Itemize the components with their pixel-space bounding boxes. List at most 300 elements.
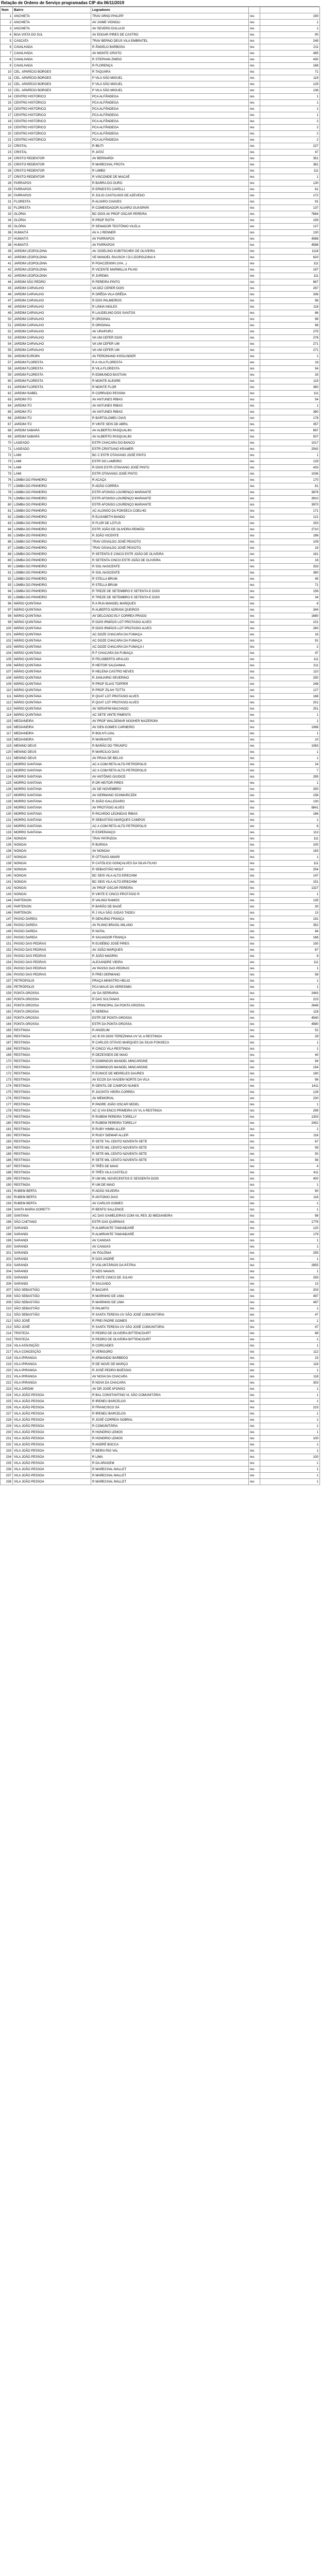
street-number-cell: 159 <box>260 217 320 224</box>
table-row <box>1 273 320 279</box>
bairro-cell: LOMBA DO PINHEIRO <box>13 527 91 533</box>
logradouro-cell: AV DELCIADO ELY CORREA PRADO <box>91 613 249 619</box>
table-row <box>1 731 320 737</box>
street-number-cell: 100 <box>260 1454 320 1460</box>
street-number-cell: 1 <box>260 1306 320 1312</box>
bairro-cell: CENTRO HISTÓRICO <box>13 131 91 137</box>
bairro-cell: PASSO DAS PEDRAS <box>13 953 91 959</box>
row-number-cell: 38 <box>1 242 13 248</box>
street-number-cell: 1776 <box>260 1219 320 1225</box>
table-row <box>1 582 320 588</box>
bairro-cell: JARDIM LEOPOLDINA <box>13 248 91 255</box>
row-number-cell: 26 <box>1 168 13 174</box>
table-row <box>1 650 320 656</box>
type-cell: res <box>249 1380 260 1386</box>
type-cell: res <box>249 292 260 298</box>
type-cell: res <box>249 1201 260 1207</box>
table-row <box>1 1269 320 1275</box>
bairro-cell: JARDIM FLORESTA <box>13 360 91 366</box>
street-number-cell: 90 <box>260 1188 320 1194</box>
type-cell: res <box>249 255 260 261</box>
bairro-cell: JARDIM LEOPOLDINA <box>13 261 91 267</box>
street-number-cell: 190 <box>260 13 320 20</box>
type-cell: res <box>249 236 260 242</box>
logradouro-cell: PCA ALFÂNDEGA <box>91 112 249 119</box>
street-number-cell: 59 <box>260 1145 320 1151</box>
table-row <box>1 193 320 199</box>
street-number-cell: 1 <box>260 1269 320 1275</box>
row-number-cell: 37 <box>1 236 13 242</box>
type-cell: res <box>249 13 260 20</box>
type-cell: res <box>249 1238 260 1244</box>
street-number-cell: 276 <box>260 335 320 341</box>
table-row <box>1 1102 320 1108</box>
bairro-cell: HUMAITÁ <box>13 236 91 242</box>
logradouro-cell: R DOIS IRMÃOS LOT PROTASIO ALVES <box>91 619 249 626</box>
row-number-cell: 90 <box>1 564 13 570</box>
type-cell: res <box>249 1417 260 1423</box>
table-row <box>1 1343 320 1349</box>
table-row <box>1 1411 320 1417</box>
type-cell: res <box>249 323 260 329</box>
logradouro-cell: R DOIS IRMÃOS LOT PROTASIO ALVES <box>91 626 249 632</box>
table-row <box>1 304 320 310</box>
type-cell: res <box>249 199 260 205</box>
bairro-cell: PONTA GROSSA <box>13 1021 91 1028</box>
type-cell: res <box>249 1337 260 1343</box>
type-cell: res <box>249 1467 260 1473</box>
street-number-cell: 88 <box>260 1331 320 1337</box>
row-number-cell: 71 <box>1 446 13 452</box>
row-number-cell: 232 <box>1 1442 13 1448</box>
table-row <box>1 496 320 502</box>
table-row <box>1 990 320 997</box>
street-number-cell: 10 <box>260 737 320 743</box>
street-number-cell: 4588 <box>260 242 320 248</box>
street-number-cell: 251 <box>260 706 320 712</box>
row-number-cell: 115 <box>1 718 13 725</box>
street-number-cell: 136 <box>260 88 320 94</box>
table-row <box>1 1380 320 1386</box>
logradouro-cell: AC Q VIA ENCO PRIMEIRA UV VL A RESTINGA <box>91 1108 249 1114</box>
street-number-cell: 1 <box>260 1046 320 1052</box>
type-cell: res <box>249 434 260 440</box>
bairro-cell: LAMI <box>13 471 91 477</box>
bairro-cell: VILA JOÃO PESSOA <box>13 1460 91 1467</box>
type-cell: res <box>249 217 260 224</box>
row-number-cell: 139 <box>1 867 13 873</box>
table-row <box>1 891 320 898</box>
table-row <box>1 768 320 774</box>
table-row <box>1 762 320 768</box>
table-row <box>1 854 320 861</box>
street-number-cell: 1 <box>260 1429 320 1436</box>
row-number-cell: 85 <box>1 533 13 539</box>
bairro-cell: JARDIM CARVALHO <box>13 298 91 304</box>
row-number-cell: 209 <box>1 1300 13 1306</box>
bairro-cell: CAVALHADA <box>13 50 91 57</box>
type-cell: res <box>249 595 260 601</box>
row-number-cell: 57 <box>1 360 13 366</box>
logradouro-cell: R TAQUARA <box>91 69 249 75</box>
table-row <box>1 520 320 527</box>
type-cell: res <box>249 527 260 533</box>
type-cell: res <box>249 242 260 248</box>
logradouro-cell: R SETENTA E CINCO ESTR JOÃO DE OLIVEIRA <box>91 551 249 558</box>
row-number-cell: 192 <box>1 1194 13 1201</box>
row-number-cell: 198 <box>1 1232 13 1238</box>
table-row <box>1 564 320 570</box>
logradouro-cell: AV PRINCIPAL DA PONTA GROSSA <box>91 1003 249 1009</box>
bairro-cell: SARANDI <box>13 1244 91 1250</box>
bairro-cell: RESTINGA <box>13 1058 91 1065</box>
street-number-cell: 2452 <box>260 1120 320 1126</box>
type-cell: res <box>249 570 260 576</box>
row-number-cell: 202 <box>1 1256 13 1262</box>
street-number-cell: 13 <box>260 910 320 916</box>
row-number-cell: 12 <box>1 81 13 88</box>
table-row <box>1 94 320 100</box>
row-number-cell: 196 <box>1 1219 13 1225</box>
type-cell: res <box>249 1324 260 1331</box>
street-number-cell: 52 <box>260 1028 320 1034</box>
row-number-cell: 197 <box>1 1225 13 1232</box>
logradouro-cell: R UM MIL NOVECENTOS E SESSENTA DOIS <box>91 1176 249 1182</box>
logradouro-cell: AV PROTÁSIO ALVES <box>91 805 249 811</box>
logradouro-cell: AV PRAIA DE BELAS <box>91 755 249 762</box>
bairro-cell: JARDIM FLORESTA <box>13 372 91 378</box>
table-row <box>1 502 320 508</box>
row-number-cell: 75 <box>1 471 13 477</box>
logradouro-cell: R A VILA FLORESTA <box>91 360 249 366</box>
logradouro-cell: R VINTE SEIS DE ABRIL <box>91 422 249 428</box>
table-row <box>1 131 320 137</box>
type-cell: res <box>249 1170 260 1176</box>
type-cell: res <box>249 32 260 38</box>
bairro-cell: RESTINGA <box>13 1157 91 1164</box>
type-cell: res <box>249 1374 260 1380</box>
table-row <box>1 1232 320 1238</box>
street-number-cell: 223 <box>260 1405 320 1411</box>
type-cell: res <box>249 910 260 916</box>
table-row <box>1 1250 320 1256</box>
type-cell: res <box>249 477 260 483</box>
logradouro-cell: R A RUA MANOEL MARQUES <box>91 601 249 607</box>
bairro-cell: ANCHIETA <box>13 26 91 32</box>
type-cell: res <box>249 75 260 81</box>
logradouro-cell: R RUBEM PEREIRA TORELLY <box>91 1120 249 1126</box>
street-number-cell: 1 <box>260 1399 320 1405</box>
bairro-cell: JARDIM CARVALHO <box>13 310 91 316</box>
street-number-cell: 2542 <box>260 446 320 452</box>
type-cell: res <box>249 749 260 755</box>
logradouro-cell: R DOS ANDRÉ <box>91 1256 249 1262</box>
logradouro-cell: AC A COM RETA ALTO PETRÓPOLIS <box>91 762 249 768</box>
logradouro-cell: TRAV OSVALDO JOSÉ PEIXOTO <box>91 545 249 551</box>
street-number-cell: 1 <box>260 403 320 409</box>
type-cell: res <box>249 836 260 842</box>
bairro-cell: MÁRIO QUINTANA <box>13 613 91 619</box>
bairro-cell: PASSO DAREIA <box>13 922 91 929</box>
bairro-cell: MÁRIO QUINTANA <box>13 607 91 613</box>
logradouro-cell: AC A COM RETA ALTO PETRÓPOLIS <box>91 823 249 830</box>
row-number-cell: 133 <box>1 830 13 836</box>
type-cell: res <box>249 1182 260 1188</box>
bairro-cell: LOMBA DO PINHEIRO <box>13 551 91 558</box>
type-cell: res <box>249 650 260 656</box>
street-number-cell: 197 <box>260 267 320 273</box>
row-number-cell: 101 <box>1 632 13 638</box>
table-row <box>1 1374 320 1380</box>
logradouro-cell: R VINTE CINCO DE JULHO <box>91 1275 249 1281</box>
row-number-cell: 36 <box>1 230 13 236</box>
table-row <box>1 514 320 520</box>
bairro-cell: VILA IPIRANGA <box>13 1355 91 1361</box>
table-row <box>1 805 320 811</box>
row-number-cell: 148 <box>1 922 13 929</box>
logradouro-cell: R BEIRA RIO VAL <box>91 1448 249 1454</box>
bairro-cell: VILA IPIRANGA <box>13 1374 91 1380</box>
row-number-cell: 187 <box>1 1164 13 1170</box>
logradouro-cell: AC DAS GAMELEIRAS COM VIL RES JD MEDIANEIRA <box>91 1213 249 1219</box>
bairro-cell: PASSO DAS PEDRAS <box>13 966 91 972</box>
type-cell: res <box>249 848 260 854</box>
logradouro-cell: R SETENTA CINCO ESTR JOÃO DE OLIVEIRA <box>91 558 249 564</box>
service-order-table <box>0 7 320 1485</box>
street-number-cell: 18 <box>260 360 320 366</box>
street-number-cell: 178 <box>260 415 320 422</box>
street-number-cell: 24 <box>260 762 320 768</box>
table-row <box>1 310 320 316</box>
bairro-cell: PARTENON <box>13 898 91 904</box>
street-number-cell: 71 <box>260 69 320 75</box>
row-number-cell: 41 <box>1 261 13 267</box>
street-number-cell: 2 <box>260 644 320 650</box>
table-row <box>1 1120 320 1126</box>
street-number-cell: 3876 <box>260 490 320 496</box>
row-number-cell: 63 <box>1 397 13 403</box>
table-row <box>1 471 320 477</box>
table-row <box>1 1386 320 1392</box>
header-row <box>1 7 320 13</box>
type-cell: res <box>249 619 260 626</box>
bairro-cell: CEL. APARÍCIO BORGES <box>13 88 91 94</box>
street-number-cell: 1 <box>260 1460 320 1467</box>
table-row <box>1 1151 320 1157</box>
logradouro-cell: R FRANCISCO SÁ <box>91 1405 249 1411</box>
street-number-cell: 1 <box>260 1256 320 1262</box>
bairro-cell: PASSO DAS PEDRAS <box>13 947 91 953</box>
type-cell: res <box>249 873 260 879</box>
table-row <box>1 1293 320 1300</box>
logradouro-cell: AV GEN GOMES CARNEIRO <box>91 725 249 731</box>
logradouro-cell: ESTR DAS QUIRINAS <box>91 1219 249 1225</box>
bairro-cell: CENTRO HISTÓRICO <box>13 137 91 143</box>
table-row <box>1 1133 320 1139</box>
bairro-cell: JARDIM ITÚ <box>13 422 91 428</box>
logradouro-cell: R ORIGINAL <box>91 323 249 329</box>
street-number-cell: 101 <box>260 619 320 626</box>
logradouro-cell: AV PROF OSCAR PEREIRA <box>91 885 249 891</box>
type-cell: res <box>249 1194 260 1201</box>
row-number-cell: 182 <box>1 1133 13 1139</box>
logradouro-cell: ESTR DA PONTA GROSSA <box>91 1021 249 1028</box>
row-number-cell: 136 <box>1 848 13 854</box>
row-number-cell: 100 <box>1 626 13 632</box>
type-cell: res <box>249 725 260 731</box>
street-number-cell: 667 <box>260 279 320 285</box>
bairro-cell: PASSO DAREIA <box>13 916 91 922</box>
row-number-cell: 8 <box>1 57 13 63</box>
row-number-cell: 180 <box>1 1120 13 1126</box>
type-cell: res <box>249 1442 260 1448</box>
street-number-cell: 293 <box>260 1275 320 1281</box>
logradouro-cell: R CATÓLICO GONÇALVES DA SILVA FILHO <box>91 861 249 867</box>
row-number-cell: 176 <box>1 1096 13 1102</box>
logradouro-cell: R JOSÉ CORREIA SOBRAL <box>91 1417 249 1423</box>
street-number-cell: 352 <box>260 922 320 929</box>
row-number-cell: 137 <box>1 854 13 861</box>
table-row <box>1 1083 320 1089</box>
street-number-cell: 1 <box>260 891 320 898</box>
row-number-cell: 18 <box>1 119 13 125</box>
row-number-cell: 155 <box>1 966 13 972</box>
bairro-cell: NONOAI <box>13 842 91 848</box>
logradouro-cell: AV CANOAS <box>91 1244 249 1250</box>
type-cell: res <box>249 1102 260 1108</box>
table-row <box>1 898 320 904</box>
bairro-cell: NONOAI <box>13 848 91 854</box>
bairro-cell: MÁRIO QUINTANA <box>13 632 91 638</box>
row-number-cell: 153 <box>1 953 13 959</box>
row-number-cell: 30 <box>1 193 13 199</box>
row-number-cell: 221 <box>1 1374 13 1380</box>
type-cell: res <box>249 1244 260 1250</box>
type-cell: res <box>249 687 260 694</box>
logradouro-cell: R NOVA DA CHACARA <box>91 1380 249 1386</box>
logradouro-cell: R RUBEM PEREIRA TORELLY <box>91 1114 249 1120</box>
bairro-cell: MORRO SANTANA <box>13 805 91 811</box>
row-number-cell: 145 <box>1 904 13 910</box>
type-cell: res <box>249 1065 260 1071</box>
logradouro-cell: AV FARRAPOS <box>91 242 249 248</box>
table-row <box>1 69 320 75</box>
row-number-cell: 233 <box>1 1448 13 1454</box>
bairro-cell: MÁRIO QUINTANA <box>13 675 91 681</box>
table-row <box>1 1436 320 1442</box>
bairro-cell: LAGEADO <box>13 446 91 452</box>
bairro-cell: MÁRIO QUINTANA <box>13 687 91 694</box>
logradouro-cell: R ACAÇA <box>91 477 249 483</box>
logradouro-cell: R JANUARIO SEVERINO <box>91 675 249 681</box>
table-row <box>1 1368 320 1374</box>
type-cell: res <box>249 793 260 799</box>
type-cell: res <box>249 663 260 669</box>
street-number-cell: 7684 <box>260 211 320 217</box>
bairro-cell: JARDIM CARVALHO <box>13 335 91 341</box>
logradouro-cell: R BAL CONSTANTINO VL SÃO COMUNITÁRIA <box>91 1392 249 1399</box>
logradouro-cell: R MARIANTE <box>91 737 249 743</box>
street-number-cell: 147 <box>260 873 320 879</box>
bairro-cell: MEDIANEIRA <box>13 737 91 743</box>
bairro-cell: LAMI <box>13 459 91 465</box>
row-number-cell: 164 <box>1 1021 13 1028</box>
bairro-cell: CAVALHADA <box>13 44 91 50</box>
type-cell: res <box>249 360 260 366</box>
logradouro-cell: R FLORENÇA <box>91 63 249 69</box>
table-row <box>1 966 320 972</box>
bairro-cell: CENTRO HISTÓRICO <box>13 119 91 125</box>
type-cell: res <box>249 502 260 508</box>
row-number-cell: 106 <box>1 663 13 669</box>
table-row <box>1 391 320 397</box>
row-number-cell: 58 <box>1 366 13 372</box>
table-row <box>1 1312 320 1318</box>
logradouro-cell: R GRÊDA VILA GRÊDA <box>91 292 249 298</box>
street-number-cell: 61 <box>260 187 320 193</box>
table-row <box>1 465 320 471</box>
bairro-cell: RESTINGA <box>13 1151 91 1157</box>
logradouro-cell: R FLOR DE LÓTUS <box>91 520 249 527</box>
table-row <box>1 1275 320 1281</box>
type-cell: res <box>249 842 260 848</box>
row-number-cell: 3 <box>1 26 13 32</box>
type-cell: res <box>249 1052 260 1058</box>
type-cell: res <box>249 1256 260 1262</box>
bairro-cell: CRISTAL <box>13 149 91 156</box>
row-number-cell: 27 <box>1 174 13 180</box>
row-number-cell: 62 <box>1 391 13 397</box>
bairro-cell: LOMBA DO PINHEIRO <box>13 502 91 508</box>
bairro-cell: NONOAI <box>13 879 91 885</box>
street-number-cell: 1 <box>260 1392 320 1399</box>
logradouro-cell: VA UM CEFER UM <box>91 341 249 347</box>
street-number-cell: 1 <box>260 106 320 112</box>
table-row <box>1 823 320 830</box>
bairro-cell: MÁRIO QUINTANA <box>13 694 91 700</box>
table-row <box>1 1361 320 1368</box>
bairro-cell: CASCATA <box>13 38 91 44</box>
street-number-cell: 507 <box>260 434 320 440</box>
table-row <box>1 378 320 384</box>
logradouro-cell: R SETE MIL CENTO NOVENTA SETE <box>91 1157 249 1164</box>
bairro-cell: SANTANA <box>13 1213 91 1219</box>
street-number-cell: 118 <box>260 1374 320 1380</box>
logradouro-cell: R EDMUNDO BASTIAN <box>91 372 249 378</box>
row-number-cell: 235 <box>1 1460 13 1467</box>
street-number-cell: 4540 <box>260 1015 320 1021</box>
bairro-cell: LOMBA DO PINHEIRO <box>13 564 91 570</box>
street-number-cell: 19 <box>260 545 320 551</box>
logradouro-cell: AV A J RENNER <box>91 230 249 236</box>
type-cell: res <box>249 978 260 984</box>
bairro-cell: VILA JOÃO PESSOA <box>13 1436 91 1442</box>
type-cell: res <box>249 174 260 180</box>
bairro-cell: LAGEADO <box>13 440 91 446</box>
logradouro-cell: R SALGADO <box>91 1281 249 1287</box>
bairro-cell: LOMBA DO PINHEIRO <box>13 477 91 483</box>
type-cell: res <box>249 1071 260 1077</box>
row-number-cell: 206 <box>1 1281 13 1287</box>
table-row <box>1 929 320 935</box>
street-number-cell: 333 <box>260 564 320 570</box>
row-number-cell: 107 <box>1 669 13 675</box>
type-cell: res <box>249 1164 260 1170</box>
table-row <box>1 885 320 891</box>
street-number-cell: 111 <box>260 959 320 966</box>
street-number-cell: 86 <box>260 310 320 316</box>
type-cell: res <box>249 823 260 830</box>
